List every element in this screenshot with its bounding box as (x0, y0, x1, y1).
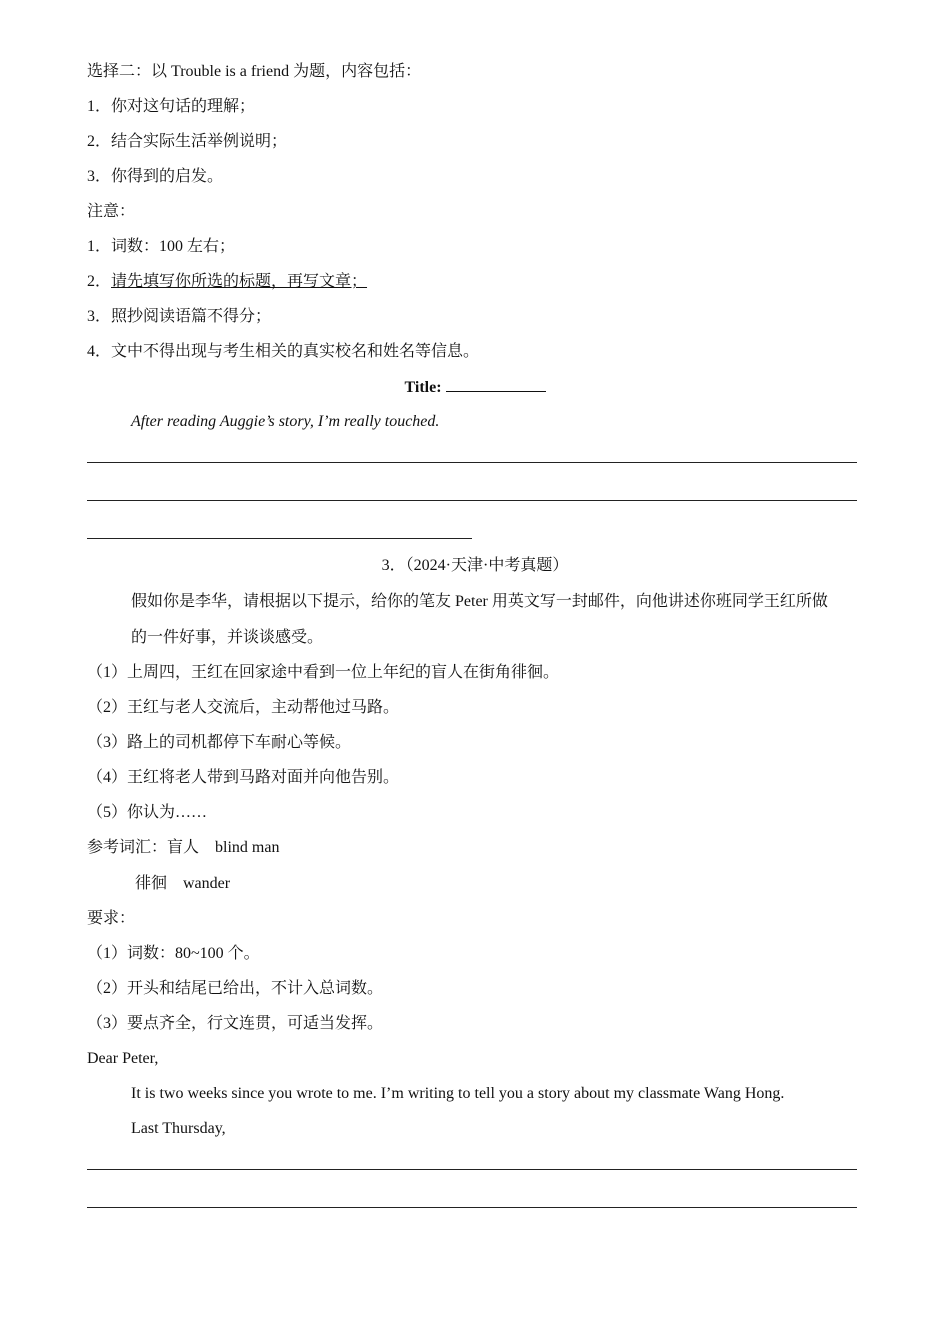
prompt-line-2: 的一件好事，并谈谈感受。 (131, 629, 324, 646)
vocab-line-2: 徘徊 wander (135, 875, 231, 892)
note-4: 4．文中不得出现与考生相关的真实校名和姓名等信息。 (87, 343, 480, 360)
writing-line[interactable] (87, 538, 472, 539)
content-item-3: 3．你得到的启发。 (87, 168, 224, 185)
vocab-line-1: 参考词汇：盲人 blind man (87, 839, 280, 856)
note-1: 1．词数：100 左右； (87, 238, 236, 255)
title-label: Title: (404, 379, 442, 396)
letter-body-line-2: Last Thursday, (131, 1120, 226, 1137)
note-3: 3．照抄阅读语篇不得分； (87, 308, 272, 325)
requirement-3: （3）要点齐全，行文连贯，可适当发挥。 (87, 1015, 384, 1032)
point-3: （3）路上的司机都停下车耐心等候。 (87, 734, 352, 751)
requirement-1: （1）词数：80~100 个。 (87, 945, 260, 962)
writing-line[interactable] (87, 500, 857, 501)
letter-greeting: Dear Peter, (87, 1050, 159, 1067)
title-line (0, 377, 950, 398)
writing-line[interactable] (87, 1169, 857, 1170)
essay-opening: After reading Auggie’s story, I’m really touched. (131, 413, 440, 430)
letter-body-line-1: It is two weeks since you wrote to me. I’m writing to tell you a story about my classmate Wang Hong. (131, 1085, 785, 1102)
note-2-text: 请先填写你所选的标题，再写文章； (111, 273, 368, 290)
content-item-2: 2．结合实际生活举例说明； (87, 133, 288, 150)
note-2 (87, 272, 367, 292)
prompt-line-1: 假如你是李华，请根据以下提示，给你的笔友 Peter 用英文写一封邮件，向他讲述你班同学王红所做 (131, 593, 828, 610)
title-blank[interactable] (446, 377, 546, 392)
requirements-label: 要求： (87, 910, 136, 927)
point-2: （2）王红与老人交流后，主动帮他过马路。 (87, 699, 400, 716)
note-2-number: 2． (87, 273, 112, 290)
point-4: （4）王红将老人带到马路对面并向他告别。 (87, 769, 400, 786)
point-5: （5）你认为…… (87, 804, 208, 821)
writing-line[interactable] (87, 462, 857, 463)
question-3-header: 3．（2024·天津·中考真题） (381, 557, 569, 574)
point-1: （1）上周四，王红在回家途中看到一位上年纪的盲人在街角徘徊。 (87, 664, 560, 681)
notes-label: 注意： (87, 203, 136, 220)
writing-line[interactable] (87, 1207, 857, 1208)
requirement-2: （2）开头和结尾已给出，不计入总词数。 (87, 980, 384, 997)
option2-heading: 选择二：以 Trouble is a friend 为题，内容包括： (87, 63, 422, 80)
content-item-1: 1．你对这句话的理解； (87, 98, 256, 115)
